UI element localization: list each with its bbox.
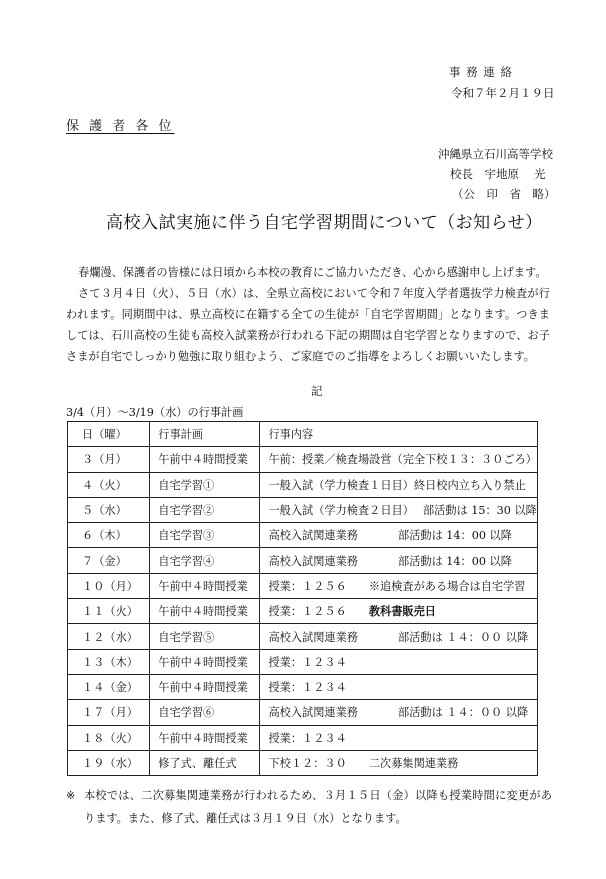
row-content: 一般入試（学力検査１日目）終日校内立ち入り禁止 <box>268 478 526 492</box>
row-content-cell <box>260 725 538 750</box>
table-row <box>68 472 538 497</box>
row-content: 授業：１２５６ <box>268 579 347 593</box>
row-date: ４（火） <box>68 472 150 497</box>
table-row <box>68 497 538 522</box>
seal-omitted-note: （公 印 省 略） <box>452 187 556 201</box>
row-content-cell <box>260 573 538 598</box>
table-row <box>68 548 538 573</box>
row-content-cell <box>260 523 538 548</box>
row-date: ５（水） <box>68 497 150 522</box>
row-content: 一般入試（学力検査２日目） <box>268 504 414 518</box>
table-row <box>68 624 538 649</box>
row-extra-note: ※追検査がある場合は自宅学習 <box>368 579 526 593</box>
notice-paragraph: さて３月４日（火）、５日（水）は、全県立高校において令和７年度入学者選抜学力検査が行われます。同期間中は、県立高校に在籍する全ての生徒が「自宅学習期間」となります。つきましては、石川高校の生徒も高校入試業務が行われる下記の期間は自宅学習となりますので、お子さまが自宅でしっかり勉強に取り組むよう、ご家庭でのご指導をよろしくお願いいたします。 <box>66 287 550 363</box>
footnote <box>66 784 552 830</box>
row-content-cell <box>260 750 538 775</box>
row-plan: 午前中４時間授業 <box>150 725 260 750</box>
row-content-cell <box>260 472 538 497</box>
row-plan: 自宅学習④ <box>150 548 260 573</box>
table-row <box>68 523 538 548</box>
footnote-text: 本校では、二次募集関連業務が行われるため、３月１５日（金）以降も授業時間に変更があります。また、修了式、離任式は３月１９日（水）となります。 <box>84 789 552 825</box>
row-content-cell <box>260 599 538 624</box>
row-date: １１（火） <box>68 599 150 624</box>
row-content: 高校入試関連業務 <box>268 529 358 543</box>
row-content: 高校入試関連業務 <box>268 554 358 568</box>
row-date: １０（月） <box>68 573 150 598</box>
header-date: 日（曜） <box>68 422 150 447</box>
row-extra-note: 部活動は 14：00 以降 <box>398 554 512 568</box>
table-row <box>68 447 538 472</box>
addressee: 保 護 者 各 位 <box>66 119 175 134</box>
table-row <box>68 700 538 725</box>
row-content: 授業：１２５６ <box>268 605 347 619</box>
table-row <box>68 674 538 699</box>
row-content: 高校入試関連業務 <box>268 630 358 644</box>
row-plan: 自宅学習⑥ <box>150 700 260 725</box>
school-name: 沖縄県立石川高等学校 <box>438 147 553 161</box>
row-content: 授業：１２３４ <box>268 681 347 695</box>
page-title: 高校入試実施に伴う自宅学習期間について（お知らせ） <box>106 213 543 233</box>
row-extra-note: 部活動は １４：００ 以降 <box>398 706 529 720</box>
footnote-mark: ※ <box>66 789 76 802</box>
row-plan: 午前中４時間授業 <box>150 674 260 699</box>
row-content-cell <box>260 447 538 472</box>
row-date: １２（水） <box>68 624 150 649</box>
row-date: １９（水） <box>68 750 150 775</box>
document-type: 事 務 連 絡 <box>449 65 513 79</box>
row-content: 午前：授業／検査場設営（完全下校１３：３０ごろ） <box>268 453 537 467</box>
row-extra-note: 部活動は 14：00 以降 <box>398 529 512 543</box>
row-content-cell <box>260 674 538 699</box>
row-content-cell <box>260 649 538 674</box>
row-extra-note: 二次募集関連業務 <box>368 757 459 770</box>
row-date: １３（木） <box>68 649 150 674</box>
row-plan: 自宅学習⑤ <box>150 624 260 649</box>
row-date: ３（月） <box>68 447 150 472</box>
textbook-sale-label: 教科書販売日 <box>368 604 436 619</box>
header-plan: 行事計画 <box>150 422 260 447</box>
row-plan: 午前中４時間授業 <box>150 447 260 472</box>
principal-name: 校長 宇地原 光 <box>450 167 546 181</box>
ki-marker: 記 <box>311 384 323 398</box>
row-plan: 午前中４時間授業 <box>150 599 260 624</box>
greeting-paragraph: 春爛漫、保護者の皆様には日頃から本校の教育にご協力いただき、心から感謝申し上げます。 <box>78 266 547 279</box>
schedule-table <box>67 421 538 776</box>
row-extra-note: 部活動は １４：００ 以降 <box>398 630 529 644</box>
row-date: ７（金） <box>68 548 150 573</box>
table-row <box>68 599 538 624</box>
body-text <box>66 262 550 367</box>
row-date: １８（火） <box>68 725 150 750</box>
row-extra-note: 部活動は 15：30 以降 <box>422 504 537 518</box>
row-content-cell <box>260 700 538 725</box>
row-date: １４（金） <box>68 674 150 699</box>
table-row <box>68 725 538 750</box>
row-content-cell <box>260 548 538 573</box>
row-plan: 修了式、離任式 <box>150 750 260 775</box>
schedule-caption: 3/4（月）～3/19（水）の行事計画 <box>66 406 244 419</box>
row-plan: 自宅学習② <box>150 497 260 522</box>
table-row <box>68 573 538 598</box>
row-content: 下校１２：３０ <box>268 757 347 770</box>
header-content: 行事内容 <box>260 422 538 447</box>
row-plan: 自宅学習① <box>150 472 260 497</box>
row-date: １７（月） <box>68 700 150 725</box>
row-date: ６（木） <box>68 523 150 548</box>
row-plan: 午前中４時間授業 <box>150 573 260 598</box>
row-content: 授業：１２３４ <box>268 731 347 745</box>
table-header-row <box>68 422 538 447</box>
row-plan: 午前中４時間授業 <box>150 649 260 674</box>
row-content-cell <box>260 624 538 649</box>
row-plan: 自宅学習③ <box>150 523 260 548</box>
table-row <box>68 750 538 775</box>
table-row <box>68 649 538 674</box>
row-content: 授業：１２３４ <box>268 655 347 669</box>
issue-date: 令和７年２月１９日 <box>451 86 555 100</box>
row-content-cell <box>260 497 538 522</box>
row-content: 高校入試関連業務 <box>268 706 358 720</box>
